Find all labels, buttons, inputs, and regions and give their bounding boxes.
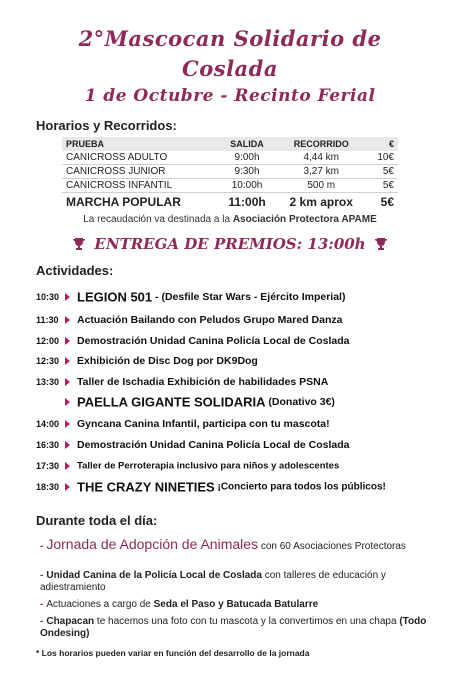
title-line-2: Coslada: [182, 56, 278, 81]
arrow-icon: [65, 398, 70, 406]
bullet-rest: Actuaciones a cargo de: [46, 599, 154, 610]
header-recorrido: RECORRIDO: [276, 137, 367, 151]
arrow-icon: [65, 316, 70, 324]
activity-item: [36, 478, 456, 496]
bullet-chapacan: [40, 616, 450, 640]
activity-extra: (Donativo 3€): [265, 395, 335, 408]
prizes-text: ENTREGA DE PREMIOS: 13:00h: [94, 235, 366, 253]
bullet-adopcion: [40, 538, 450, 553]
note-text: La recaudación va destinada a la: [83, 214, 233, 225]
activity-item: [36, 436, 456, 454]
arrow-icon: [65, 337, 70, 345]
activity-main: Actuación Bailando con Peludos Grupo Mared Danza: [77, 313, 343, 326]
activity-item: [36, 352, 456, 370]
header-price: €: [367, 137, 398, 151]
activity-main: Taller de Ischadia Exhibición de habilidades PSNA: [77, 375, 329, 388]
activity-item: [36, 311, 456, 329]
arrow-icon: [65, 441, 70, 449]
activity-item: [36, 415, 456, 433]
activity-time: 17:30: [36, 460, 60, 471]
activity-main: THE CRAZY NINETIES: [77, 479, 215, 495]
cell: CANICROSS ADULTO: [62, 151, 218, 165]
arrow-icon: [65, 462, 70, 470]
table-row: [62, 151, 398, 165]
cell: 5€: [367, 179, 398, 193]
cell: 3,27 km: [276, 165, 367, 179]
activity-item: [36, 288, 456, 306]
activity-main: Demostración Unidad Canina Policía Local de Coslada: [77, 334, 350, 347]
activity-time: 11:30: [36, 314, 59, 325]
activity-time: 12:00: [36, 335, 60, 346]
activity-item: [36, 332, 456, 350]
header-salida: SALIDA: [218, 137, 276, 151]
arrow-icon: [65, 293, 70, 301]
bullet-actuaciones: [40, 599, 450, 611]
activity-time: 14:00: [36, 418, 60, 429]
trophy-icon: [374, 237, 388, 251]
dash-icon: -: [40, 616, 44, 627]
activity-item: [36, 373, 456, 391]
durante-heading: Durante toda el día:: [36, 513, 158, 528]
cell: 4,44 km: [276, 151, 367, 165]
title-line-3: 1 de Octubre - Recinto Ferial: [84, 86, 376, 106]
activity-time: 18:30: [36, 481, 60, 492]
cell: 5€: [380, 194, 394, 209]
bullet-rest: con 60 Asociaciones Protectoras: [258, 541, 406, 552]
activity-time: 13:30: [36, 376, 60, 387]
arrow-icon: [65, 420, 70, 428]
bullet-unidad: [40, 570, 450, 594]
title-line-1: 2°Mascocan Solidario de: [78, 26, 382, 51]
table-row: [62, 179, 398, 193]
cell: CANICROSS INFANTIL: [62, 179, 218, 193]
cell: 11:00h: [228, 194, 266, 209]
bullet-rest: te hacemos una foto con tu mascota y la convertimos en una chapa: [94, 616, 400, 627]
activity-main: Demostración Unidad Canina Policía Local de Coslada: [77, 438, 350, 451]
cell: CANICROSS JUNIOR: [62, 165, 218, 179]
activity-main: Gyncana Canina Infantil, participa con tu mascota!: [77, 417, 330, 430]
cell: MARCHA POPULAR: [66, 194, 181, 209]
activity-main: Taller de Perroterapia inclusivo para niños y adolescentes: [77, 460, 340, 472]
actividades-heading: Actividades:: [36, 263, 114, 278]
dash-icon: -: [40, 599, 44, 610]
activity-main: PAELLA GIGANTE SOLIDARIA: [77, 394, 266, 410]
header-prueba: PRUEBA: [62, 137, 218, 151]
arrow-icon: [65, 483, 70, 491]
cell: 2 km aprox: [289, 194, 353, 209]
activity-time: 10:30: [36, 291, 60, 302]
bullet-bold: Seda el Paso y Batucada Batularre: [153, 599, 319, 610]
prizes-banner: [0, 235, 460, 253]
cell: 5€: [367, 165, 398, 179]
cell: 9:00h: [218, 151, 276, 165]
dash-icon: -: [40, 570, 44, 581]
donation-note: [0, 214, 460, 225]
horarios-heading: Horarios y Recorridos:: [36, 118, 177, 133]
cell: 10:00h: [218, 179, 276, 193]
activity-time: 16:30: [36, 439, 60, 450]
bullet-bold: Unidad Canina de la Policía Local de Coslada: [46, 570, 262, 581]
schedule-table: [62, 137, 398, 210]
footnote: * Los horarios pueden variar en función del desarrollo de la jornada: [36, 648, 310, 658]
activity-extra: ¡Concierto para todos los públicos!: [214, 481, 386, 493]
bullet-bold-2: (Todo Ondesing): [40, 616, 427, 639]
bullet-pink: Jornada de Adopción de Animales: [46, 536, 259, 552]
activity-main: LEGION 501: [77, 289, 153, 305]
cell: 500 m: [276, 179, 367, 193]
arrow-icon: [65, 357, 70, 365]
activity-item: [36, 393, 456, 411]
activity-extra: - (Desfile Star Wars - Ejército Imperial): [152, 290, 346, 303]
note-bold: Asociación Protectora APAME: [232, 214, 377, 225]
trophy-icon: [72, 237, 86, 251]
activity-time: 12:30: [36, 355, 60, 366]
cell: 10€: [367, 151, 398, 165]
activity-main: Exhibición de Disc Dog por DK9Dog: [77, 354, 258, 367]
table-header-row: [62, 137, 398, 151]
activity-item: [36, 457, 456, 475]
cell: 9:30h: [218, 165, 276, 179]
arrow-icon: [65, 378, 70, 386]
table-row-marcha: [62, 193, 398, 211]
bullet-bold: Chapacan: [46, 616, 95, 627]
bullet-rest: con talleres de educación y adiestramiento: [40, 570, 386, 593]
dash-icon: -: [40, 541, 44, 552]
table-row: [62, 165, 398, 179]
